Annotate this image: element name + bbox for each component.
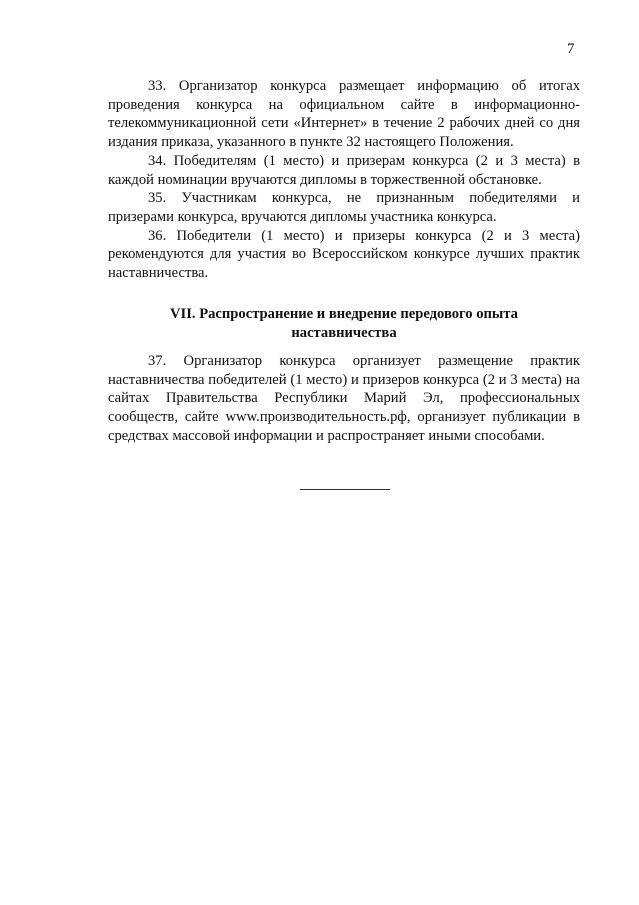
paragraph-35: 35. Участникам конкурса, не признанным победителями и призерами конкурса, вручаются дипломы участника конкурса. xyxy=(108,190,580,225)
paragraph-block-bottom xyxy=(108,352,580,446)
paragraph-33: 33. Организатор конкурса размещает информацию об итогах проведения конкурса на официальном сайте в информационно-телекоммуникационной сети «Интернет» в течение 2 рабочих дней со дня издания приказа, указанного в пункте 32 настоящего Положения. xyxy=(108,78,580,151)
end-of-text-rule xyxy=(300,489,390,490)
paragraph-34: 34. Победителям (1 место) и призерам конкурса (2 и 3 места) в каждой номинации вручаются дипломы в торжественной обстановке. xyxy=(108,152,580,188)
paragraph-37: 37. Организатор конкурса организует размещение практик наставничества победителей (1 место) и призеров конкурса (2 и 3 места) на сайтах Правительства Республики Марий Эл, профессиональных сообществ, сайте www.производительность.рф, организует публикации в средствах массовой информации и распространяет иными способами. xyxy=(108,353,580,444)
page-number: 7 xyxy=(567,41,575,57)
section-heading xyxy=(108,305,580,343)
section-heading-line-1: VII. Распространение и внедрение передового опыта xyxy=(170,306,518,322)
section-heading-line-2: наставничества xyxy=(291,325,397,341)
paragraph-block-top xyxy=(108,77,580,283)
paragraph-36: 36. Победители (1 место) и призеры конкурса (2 и 3 места) рекомендуются для участия во Всероссийском конкурсе лучших практик наставничества. xyxy=(108,227,580,282)
